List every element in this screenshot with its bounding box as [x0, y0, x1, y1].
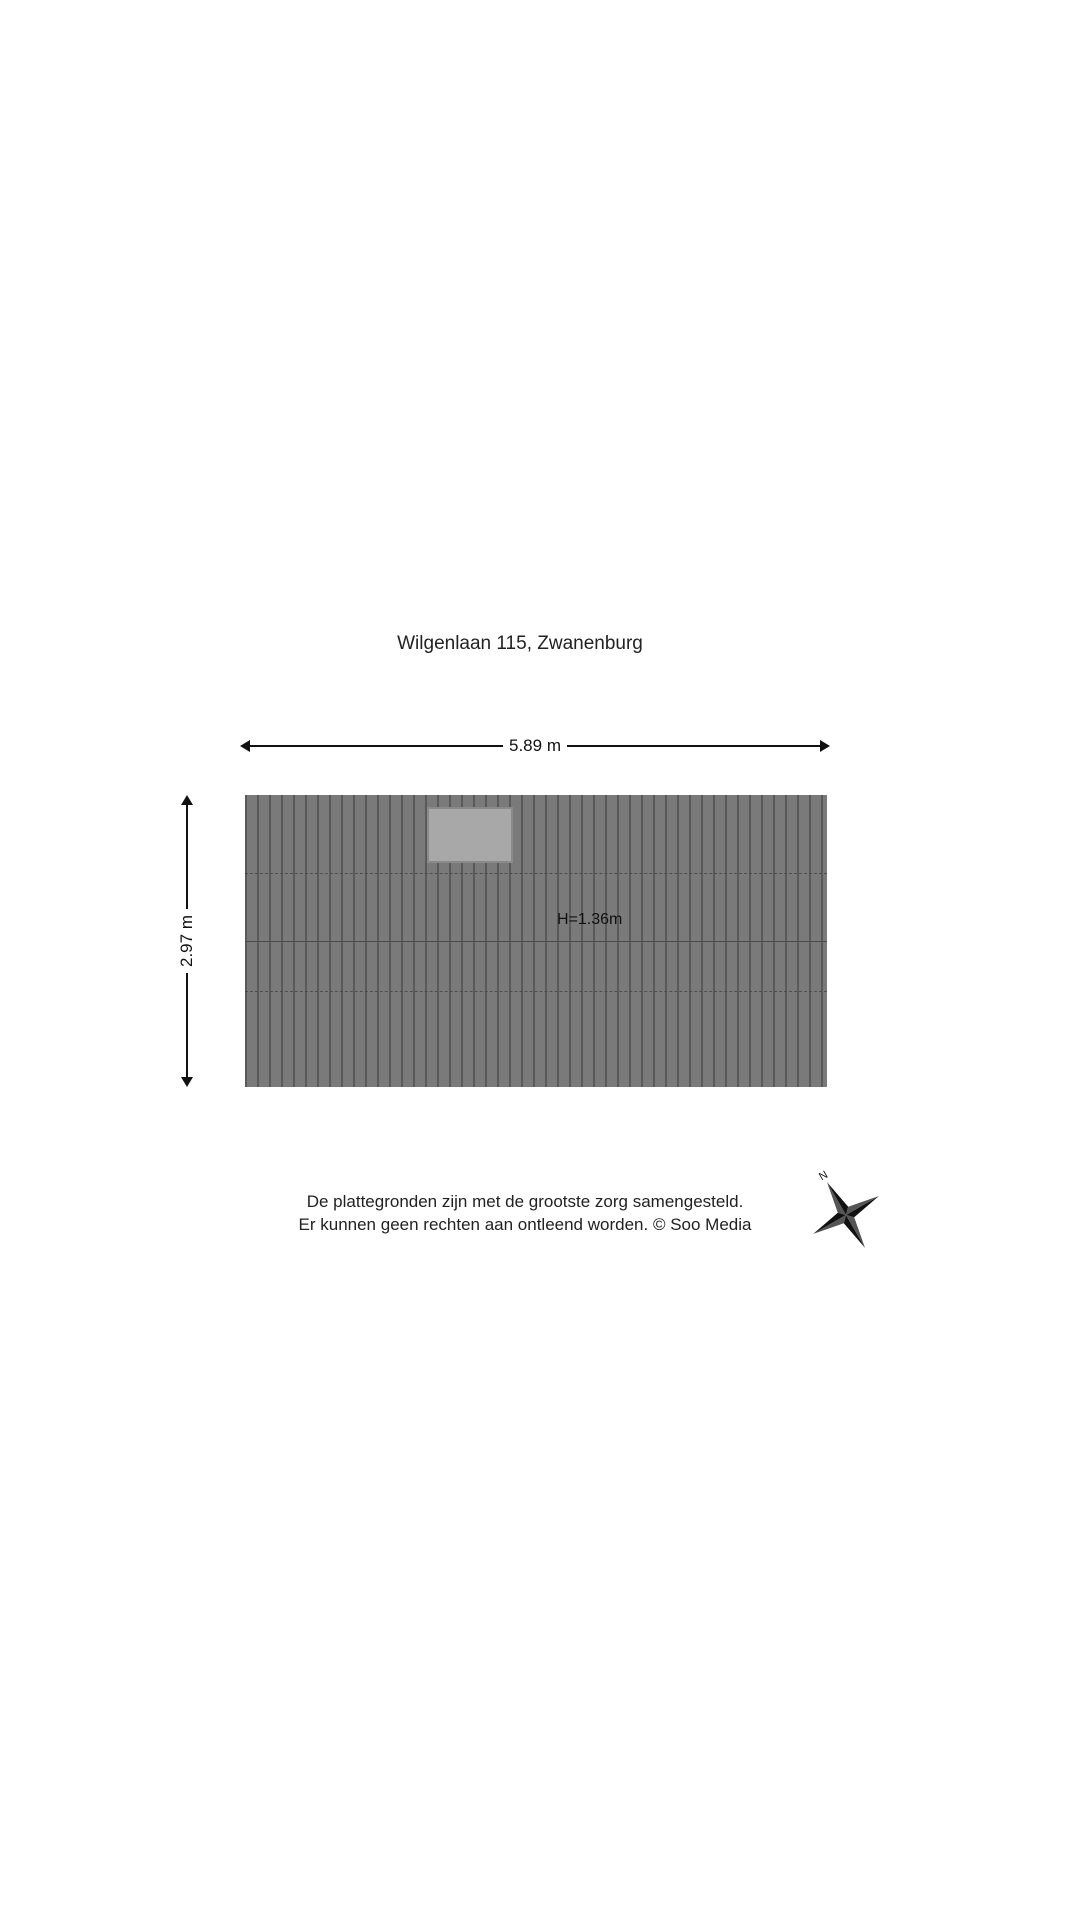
depth-dimension-label: 2.97 m	[176, 909, 198, 973]
width-dimension	[240, 735, 830, 757]
disclaimer-line-1: De plattegronden zijn met de grootste zorg samengesteld.	[306, 1192, 744, 1211]
arrow-up-icon	[181, 795, 193, 805]
arrow-left-icon	[240, 740, 250, 752]
width-dimension-label: 5.89 m	[503, 735, 567, 757]
compass-rose-icon	[800, 1165, 890, 1255]
roof-plan	[245, 795, 827, 1087]
ceiling-height-label: H=1.36m	[557, 911, 623, 928]
roof-seam-line	[245, 873, 827, 874]
roof-ridge-line	[245, 941, 827, 942]
floorplan-address-title: Wilgenlaan 115, Zwanenburg	[397, 633, 643, 654]
disclaimer-line-2: Er kunnen geen rechten aan ontleend worden. © Soo Media	[298, 1215, 752, 1234]
disclaimer	[220, 1190, 830, 1236]
roof-seam-line	[245, 991, 827, 992]
arrow-right-icon	[820, 740, 830, 752]
arrow-down-icon	[181, 1077, 193, 1087]
compass-north-label: N	[817, 1168, 830, 1184]
skylight	[427, 807, 513, 863]
depth-dimension	[176, 795, 198, 1087]
